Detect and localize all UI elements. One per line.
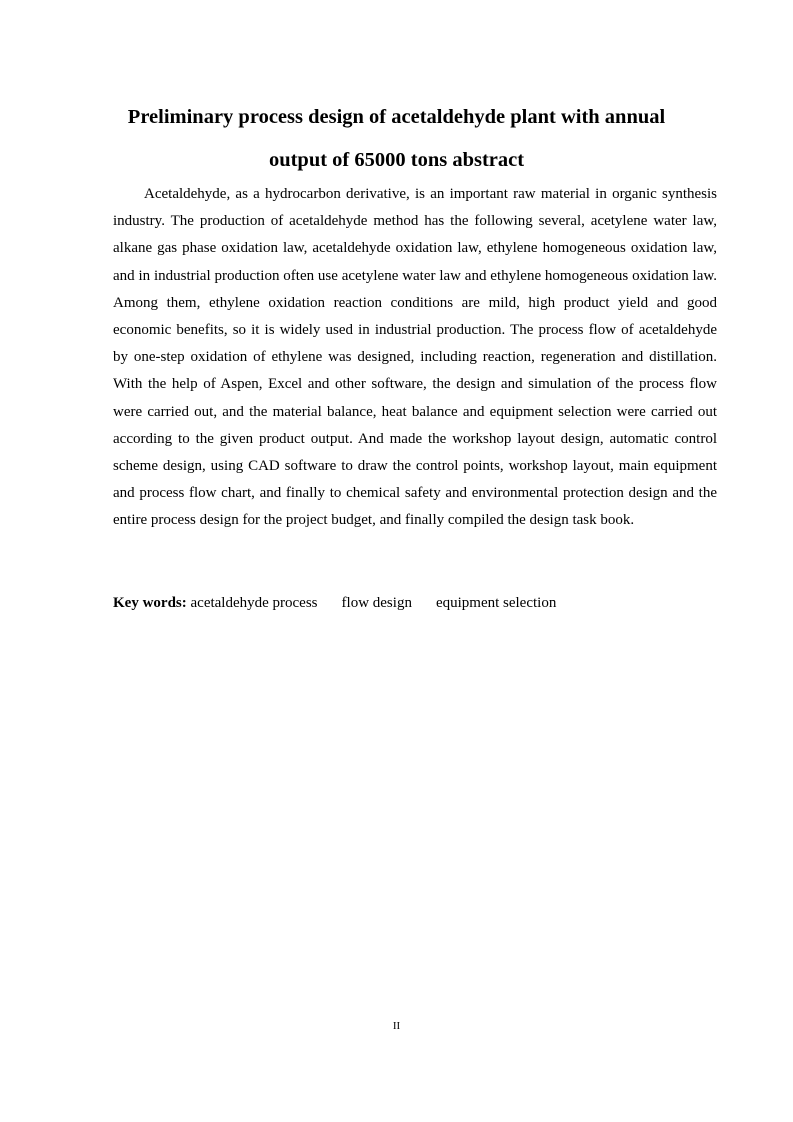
title-line-2: output of 65000 tons abstract [268, 149, 525, 171]
keywords-line [113, 590, 717, 617]
title-line-1: Preliminary process design of acetaldehyde plant with annual [127, 106, 666, 128]
abstract-paragraph: Acetaldehyde, as a hydrocarbon derivative, is an important raw material in organic synthesis industry. The production of acetaldehyde method has the following several, acetylene water law, alkane gas phase oxidation law, acetaldehyde oxidation law, ethylene homogeneous oxidation law, and in industrial production often use acetylene water law and ethylene homogeneous oxidation law. Among them, ethylene oxidation reaction conditions are mild, high product yield and good economic benefits, so it is widely used in industrial production. The process flow of acetaldehyde by one-step oxidation of ethylene was designed, including reaction, regeneration and distillation. With the help of Aspen, Excel and other software, the design and simulation of the process flow were carried out, and the material balance, heat balance and equipment selection were carried out according to the given product output. And made the workshop layout design, automatic control scheme design, using CAD software to draw the control points, workshop layout, main equipment and process flow chart, and finally to chemical safety and environmental protection design and the entire process design for the project budget, and finally compiled the design task book. [113, 186, 717, 529]
keyword-1: acetaldehyde process [190, 595, 318, 611]
keyword-2: flow design [341, 595, 412, 611]
keywords-label: Key words: [113, 595, 187, 611]
keyword-3: equipment selection [435, 595, 557, 611]
page-number: II [392, 1020, 401, 1032]
